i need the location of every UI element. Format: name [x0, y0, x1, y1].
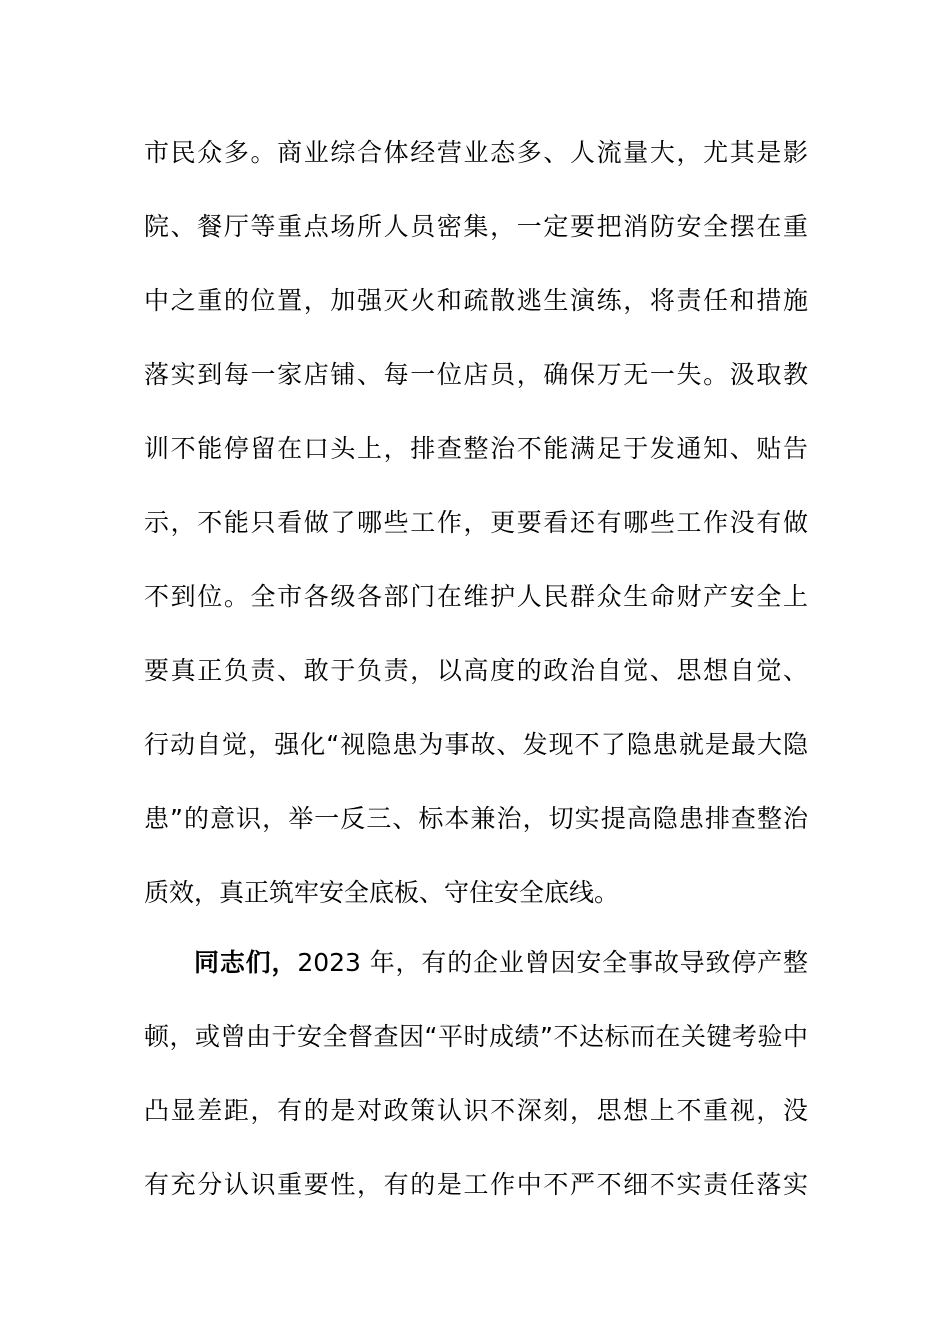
- text-line: 质效，真正筑牢安全底板、守住安全底线。: [144, 878, 620, 907]
- text-line: 行动自觉，强化“视隐患为事故、发现不了隐患就是最大隐: [144, 730, 808, 759]
- text-line: 患”的意识，举一反三、标本兼治，切实提高隐患排查整治: [144, 804, 808, 833]
- text-line: 凸显差距，有的是对政策认识不深刻，思想上不重视，没: [144, 1096, 808, 1125]
- text-line: 落实到每一家店铺、每一位店员，确保万无一失。汲取教: [144, 360, 808, 389]
- text-line: 市民众多。商业综合体经营业态多、人流量大，尤其是影: [144, 138, 808, 167]
- text-line: 示，不能只看做了哪些工作，更要看还有哪些工作没有做: [144, 508, 808, 537]
- text-line: 有充分认识重要性，有的是工作中不严不细不实责任落实: [144, 1170, 808, 1199]
- paragraph-first-line-text: 2023 年，有的企业曾因安全事故导致停产整: [297, 948, 808, 977]
- paragraph-lead: 同志们，: [194, 948, 298, 977]
- text-line: 训不能停留在口头上，排查整治不能满足于发通知、贴告: [144, 434, 808, 463]
- text-line: 中之重的位置，加强灭火和疏散逃生演练，将责任和措施: [144, 286, 808, 315]
- paragraph-first-line: [194, 943, 808, 983]
- text-line: 要真正负责、敢于负责，以高度的政治自觉、思想自觉、: [144, 656, 808, 685]
- text-line: 院、餐厅等重点场所人员密集，一定要把消防安全摆在重: [144, 212, 808, 241]
- text-line: 不到位。全市各级各部门在维护人民群众生命财产安全上: [144, 582, 808, 611]
- text-line: 顿，或曾由于安全督查因“平时成绩”不达标而在关键考验中: [144, 1022, 808, 1051]
